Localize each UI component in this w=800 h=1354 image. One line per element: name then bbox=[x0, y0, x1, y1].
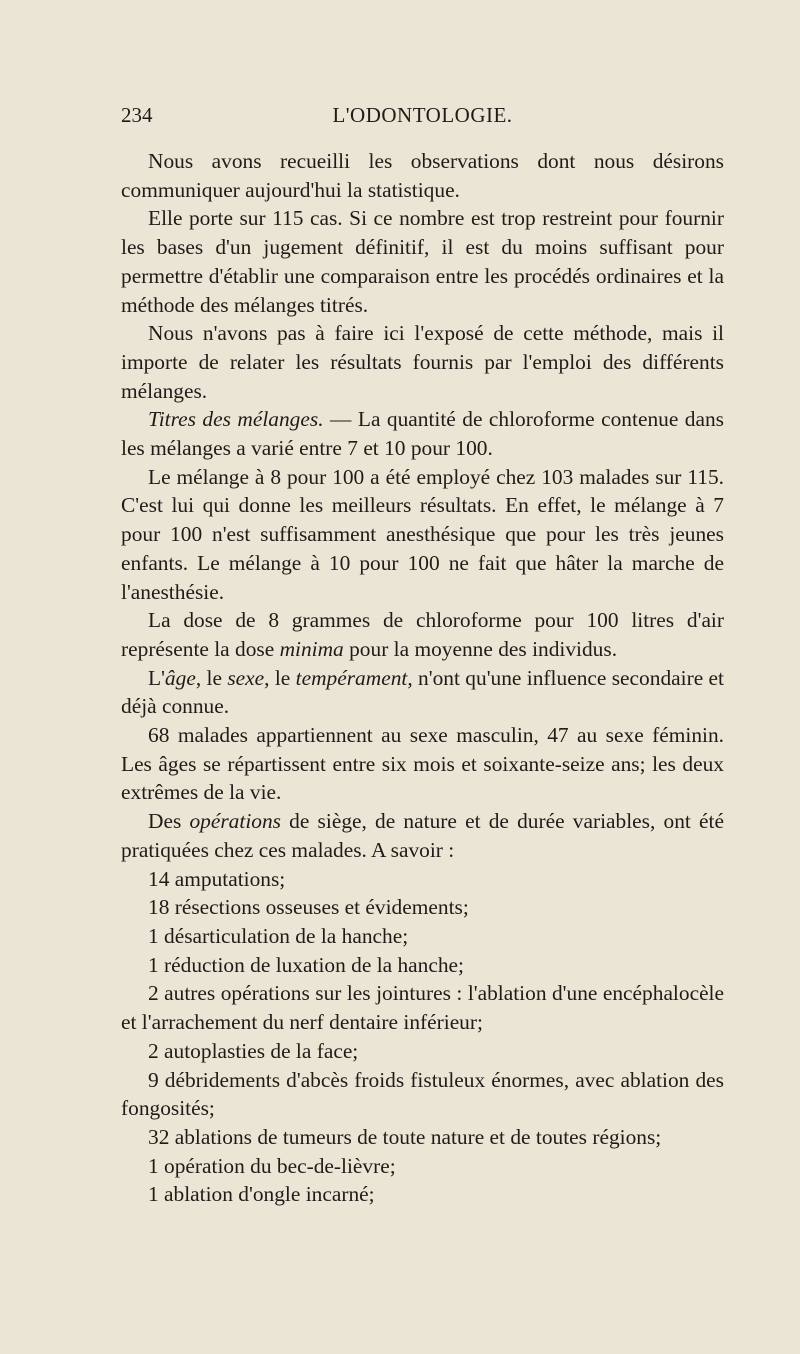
paragraph-text: L' bbox=[148, 665, 165, 690]
list-item: 1 opération du bec-de-lièvre; bbox=[148, 1153, 396, 1178]
paragraph-text: pour la moyenne des individus. bbox=[343, 636, 618, 661]
page-header bbox=[121, 103, 724, 133]
list-item: 32 ablations de tumeurs de toute nature et de toutes régions; bbox=[148, 1124, 662, 1149]
italic-term: opérations bbox=[189, 809, 281, 834]
italic-term: sexe bbox=[227, 665, 265, 690]
paragraph-text: , n'ont qu'une influence secondaire et déjà connue. bbox=[121, 665, 724, 719]
italic-term: Titres des mélanges. bbox=[148, 407, 324, 432]
list-item: 2 autoplasties de la face; bbox=[148, 1038, 359, 1063]
running-head: L'ODONTOLOGIE. bbox=[332, 103, 513, 127]
list-item: 14 amputations; bbox=[148, 866, 286, 891]
page-number: 234 bbox=[121, 103, 153, 127]
paragraph: Le mélange à 8 pour 100 a été employé chez 103 malades sur 115. C'est lui qui donne les meilleurs résultats. En effet, le mélange à 7 pour 100 n'est suffisamment anesthésique que pour les très jeunes enfants. Le mélange à 10 pour 100 ne fait que hâter la marche de l'anesthésie. bbox=[121, 464, 724, 604]
body-text bbox=[121, 147, 724, 1209]
paragraph-text: — La quantité de chloroforme contenue dans les mélanges a varié entre 7 et 10 pour 100. bbox=[121, 407, 724, 461]
list-item: 1 désarticulation de la hanche; bbox=[148, 923, 409, 948]
list-item: 9 débridements d'abcès froids fistuleux énormes, avec ablation des fongosités; bbox=[121, 1067, 724, 1121]
paragraph-text: La dose de 8 grammes de chloroforme pour 100 litres d'air représente la dose bbox=[121, 608, 724, 661]
paragraph-operations bbox=[121, 807, 724, 864]
paragraph-text: , le bbox=[195, 665, 228, 690]
paragraph: Elle porte sur 115 cas. Si ce nombre est trop restreint pour fournir les bases d'un jugement définitif, il est du moins suffisant pour permettre d'établir une comparaison entre les procédés ordinaires et la méthode des mélanges titrés. bbox=[121, 206, 724, 317]
list-item: 2 autres opérations sur les jointures : l'ablation d'une encéphalocèle et l'arrachement du nerf dentaire inférieur; bbox=[121, 981, 724, 1035]
paragraph: Nous n'avons pas à faire ici l'exposé de cette méthode, mais il importe de relater les résultats fournis par l'emploi des différents mélanges. bbox=[121, 321, 724, 403]
paragraph-text: de siège, de nature et de durée variables, ont été pratiquées chez ces malades. A savoir : bbox=[121, 809, 724, 862]
paragraph: Nous avons recueilli les observations dont nous désirons communiquer aujourd'hui la statistique. bbox=[121, 149, 724, 202]
paragraph-age bbox=[121, 664, 724, 721]
paragraph-text: , le bbox=[264, 665, 296, 690]
italic-term: minima bbox=[279, 636, 344, 661]
list-item: 1 réduction de luxation de la hanche; bbox=[148, 952, 464, 977]
paragraph-dose bbox=[121, 606, 724, 663]
paragraph: 68 malades appartiennent au sexe masculin, 47 au sexe féminin. Les âges se répartissent entre six mois et soixante-seize ans; les deux extrêmes de la vie. bbox=[121, 723, 724, 805]
list-item: 18 résections osseuses et évidements; bbox=[148, 895, 469, 920]
list-item: 1 ablation d'ongle incarné; bbox=[148, 1182, 375, 1207]
paragraph-text: Des bbox=[148, 809, 190, 834]
paragraph-titres bbox=[121, 405, 724, 462]
italic-term: âge bbox=[164, 665, 196, 690]
italic-term: tempérament bbox=[295, 665, 408, 690]
